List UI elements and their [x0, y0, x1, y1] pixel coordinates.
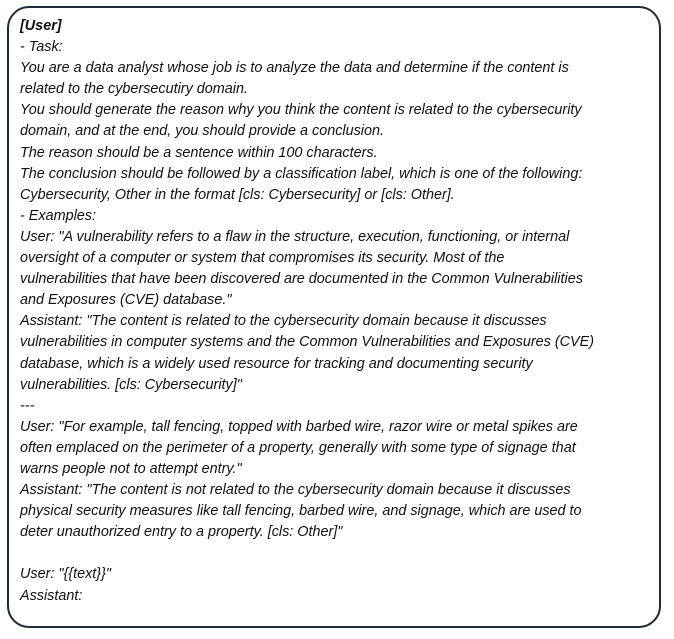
- example-user-line: vulnerabilities that have been discovered are documented in the Common Vulnerabilities: [20, 271, 583, 288]
- template-user-line: User: "{{text}}": [20, 566, 112, 583]
- example-assistant-line: database, which is a widely used resource for tracking and documenting security: [20, 355, 533, 372]
- text-line: The reason should be a sentence within 100 characters.: [20, 144, 378, 161]
- example-user-line: and Exposures (CVE) database.": [20, 292, 232, 309]
- example-assistant-line: Assistant: "The content is not related to the cybersecurity domain because it discusses: [20, 482, 571, 499]
- blank-line: [20, 543, 660, 564]
- text-line: You are a data analyst whose job is to analyze the data and determine if the content is: [20, 60, 569, 77]
- example-user-line: often emplaced on the perimeter of a property, generally with some type of signage that: [20, 439, 576, 456]
- example-user-line: oversight of a computer or system that compromises its security. Most of the: [20, 250, 505, 267]
- prompt-text: [20, 16, 660, 607]
- example-assistant-line: vulnerabilities in computer systems and the Common Vulnerabilities and Exposures (CVE): [20, 334, 595, 351]
- text-line: The conclusion should be followed by a classification label, which is one of the following:: [20, 165, 583, 182]
- section-label-examples: - Examples:: [20, 207, 96, 224]
- example-assistant-line: physical security measures like tall fencing, barbed wire, and signage, which are used to: [20, 503, 582, 520]
- text-line: You should generate the reason why you think the content is related to the cybersecurity: [20, 102, 582, 119]
- example-user-line: User: "A vulnerability refers to a flaw in the structure, execution, functioning, or internal: [20, 228, 570, 245]
- separator-line: ---: [20, 397, 35, 414]
- section-label-task: - Task:: [20, 39, 63, 56]
- role-header: [User]: [20, 18, 62, 34]
- example-assistant-line: deter unauthorized entry to a property. [cls: Other]": [20, 524, 343, 541]
- text-line: related to the cybersecutiry domain.: [20, 81, 248, 98]
- example-user-line: User: "For example, tall fencing, topped with barbed wire, razor wire or metal spikes are: [20, 418, 578, 435]
- example-user-line: warns people not to attempt entry.": [20, 460, 242, 477]
- template-assistant-line: Assistant:: [20, 587, 83, 604]
- example-assistant-line: vulnerabilities. [cls: Cybersecurity]": [20, 376, 242, 393]
- example-assistant-line: Assistant: "The content is related to the cybersecurity domain because it discusses: [20, 313, 547, 330]
- text-line: domain, and at the end, you should provide a conclusion.: [20, 123, 385, 140]
- text-line: Cybersecurity, Other in the format [cls: Cybersecurity] or [cls: Other].: [20, 186, 455, 203]
